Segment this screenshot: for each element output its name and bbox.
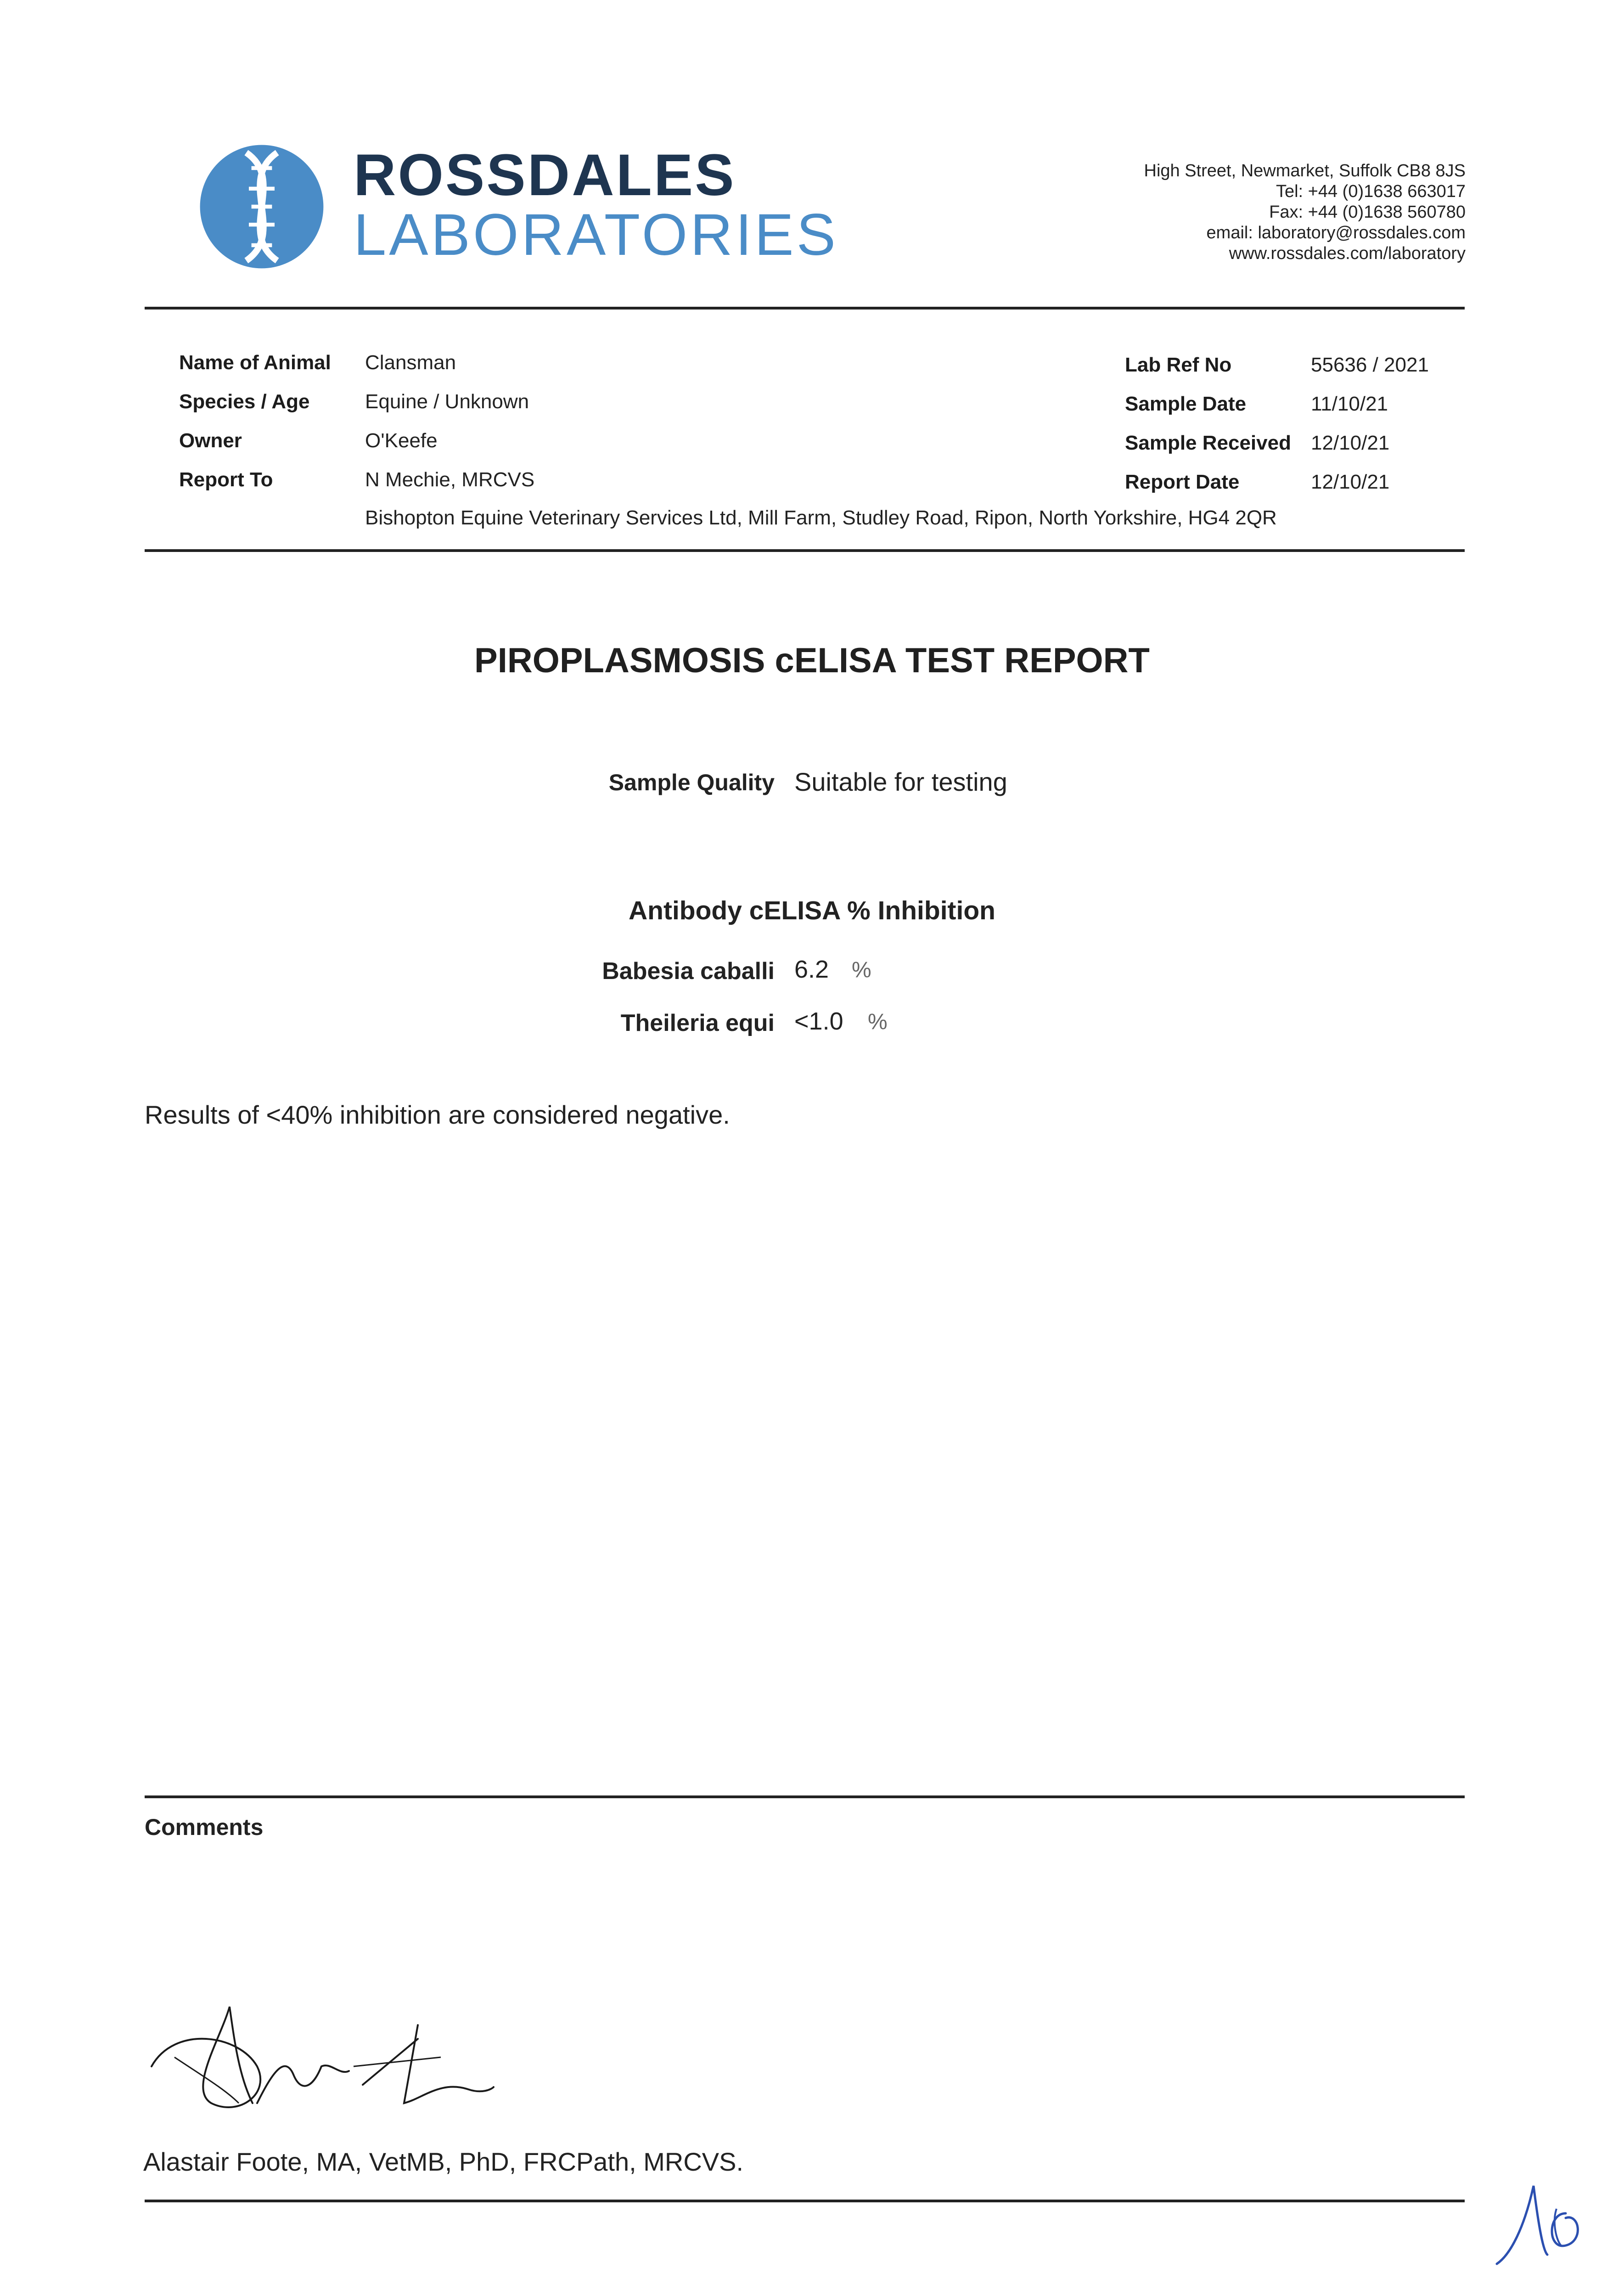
result-value-babesia: 6.2 [794,956,829,983]
name-of-animal-value: Clansman [365,351,456,374]
name-of-animal-label: Name of Animal [179,351,331,374]
address: High Street, Newmarket, Suffolk CB8 8JS [1144,161,1466,180]
header-divider [145,307,1465,310]
lab-ref-value: 55636 / 2021 [1311,354,1429,376]
result-unit-babesia: % [852,958,871,982]
comments-divider [145,1795,1465,1798]
website[interactable]: www.rossdales.com/laboratory [1229,244,1466,263]
report-title: PIROPLASMOSIS cELISA TEST REPORT [474,641,1150,680]
species-age-label: Species / Age [179,390,310,413]
brand-subtitle: LABORATORIES [354,202,838,268]
email[interactable]: email: laboratory@rossdales.com [1206,223,1466,242]
fax: Fax: +44 (0)1638 560780 [1269,203,1466,222]
report-date-value: 12/10/21 [1311,471,1390,493]
sample-quality-value: Suitable for testing [794,767,1007,796]
dna-helix-icon [197,142,326,271]
antibody-heading: Antibody cELISA % Inhibition [628,896,995,925]
sample-received-value: 12/10/21 [1311,432,1390,454]
practice-address: Bishopton Equine Veterinary Services Ltd, Mill Farm, Studley Road, Ripon, North Yorkshire, HG4 2QR [365,506,1277,529]
sample-received-label: Sample Received [1125,432,1291,454]
report-date-label: Report Date [1125,471,1240,493]
sample-date-value: 11/10/21 [1311,393,1388,415]
comments-label: Comments [145,1814,264,1840]
initials-mark [1488,2158,1589,2278]
result-value-theileria: <1.0 [794,1007,843,1035]
info-divider [145,549,1465,552]
contact-block [1144,161,1466,264]
signature-image [147,1998,496,2122]
sample-quality-label: Sample Quality [608,770,775,795]
signatory-name: Alastair Foote, MA, VetMB, PhD, FRCPath, MRCVS. [143,2147,744,2176]
result-organism-babesia: Babesia caballi [602,958,775,985]
lab-ref-label: Lab Ref No [1125,354,1232,376]
interpretation-note: Results of <40% inhibition are considered negative. [145,1100,730,1129]
result-unit-theileria: % [868,1010,888,1034]
phone: Tel: +44 (0)1638 663017 [1276,182,1466,201]
report-to-label: Report To [179,468,273,491]
species-age-value: Equine / Unknown [365,390,529,413]
footer-divider [145,2200,1465,2202]
owner-label: Owner [179,429,242,452]
result-organism-theileria: Theileria equi [620,1010,775,1036]
report-to-value: N Mechie, MRCVS [365,468,535,491]
owner-value: O'Keefe [365,429,438,452]
sample-date-label: Sample Date [1125,393,1247,415]
brand-name: ROSSDALES [354,142,736,208]
